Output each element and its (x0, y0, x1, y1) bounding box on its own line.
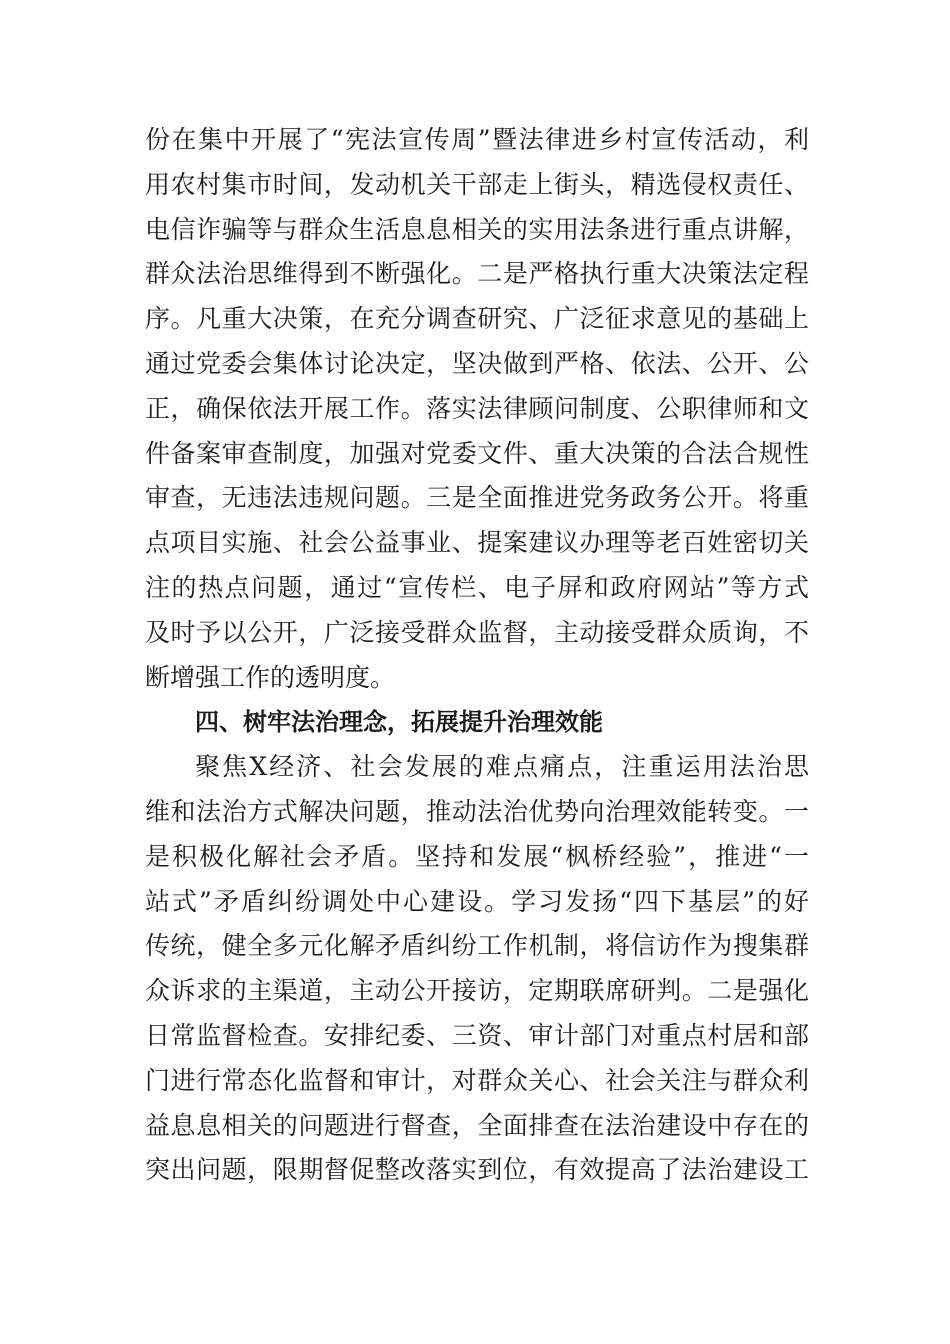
text-line: 审查，无违法违规问题。三是全面推进党务政务公开。将重 (145, 483, 809, 513)
text-line: 传统，健全多元化解矛盾纠纷工作机制，将信访作为搜集群 (145, 931, 809, 961)
text-line: 站式”矛盾纠纷调处中心建设。学习发扬“四下基层”的好 (145, 886, 809, 916)
text-line: 日常监督检查。安排纪委、三资、审计部门对重点村居和部 (145, 1020, 809, 1050)
text-line: 众诉求的主渠道，主动公开接访，定期联席研判。二是强化 (145, 976, 809, 1006)
text-line: 正，确保依法开展工作。落实法律顾问制度、公职律师和文 (145, 393, 809, 423)
section-heading: 四、树牢法治理念，拓展提升治理效能 (195, 708, 603, 737)
text-line: 通过党委会集体讨论决定，坚决做到严格、依法、公开、公 (145, 348, 809, 378)
text-line: 点项目实施、社会公益事业、提案建议办理等老百姓密切关 (145, 528, 809, 558)
text-line: 群众法治思维得到不断强化。二是严格执行重大决策法定程 (145, 259, 809, 289)
text-line: 断增强工作的透明度。 (145, 662, 396, 692)
text-line: 门进行常态化监督和审计，对群众关心、社会关注与群众利 (145, 1065, 809, 1095)
text-line: 维和法治方式解决问题，推动法治优势向治理效能转变。一 (145, 796, 809, 826)
text-line: 及时予以公开，广泛接受群众监督，主动接受群众质询，不 (145, 617, 809, 647)
text-line: 电信诈骗等与群众生活息息相关的实用法条进行重点讲解， (145, 214, 809, 244)
text-line: 是积极化解社会矛盾。坚持和发展“枫桥经验”，推进“一 (145, 841, 809, 871)
paragraph-first-line: 聚焦X经济、社会发展的难点痛点，注重运用法治思 (195, 752, 809, 782)
text-line: 突出问题，限期督促整改落实到位，有效提高了法治建设工 (145, 1155, 809, 1185)
text-line: 注的热点问题，通过“宣传栏、电子屏和政府网站”等方式 (145, 572, 809, 602)
text-line: 用农村集市时间，发动机关干部走上街头，精选侵权责任、 (145, 169, 809, 199)
document-body (145, 118, 809, 1193)
text-line: 份在集中开展了“宪法宣传周”暨法律进乡村宣传活动，利 (145, 125, 809, 154)
text-line: 序。凡重大决策，在充分调查研究、广泛征求意见的基础上 (145, 304, 809, 334)
text-line: 件备案审查制度，加强对党委文件、重大决策的合法合规性 (145, 438, 809, 468)
text-line: 益息息相关的问题进行督查，全面排查在法治建设中存在的 (145, 1110, 809, 1140)
